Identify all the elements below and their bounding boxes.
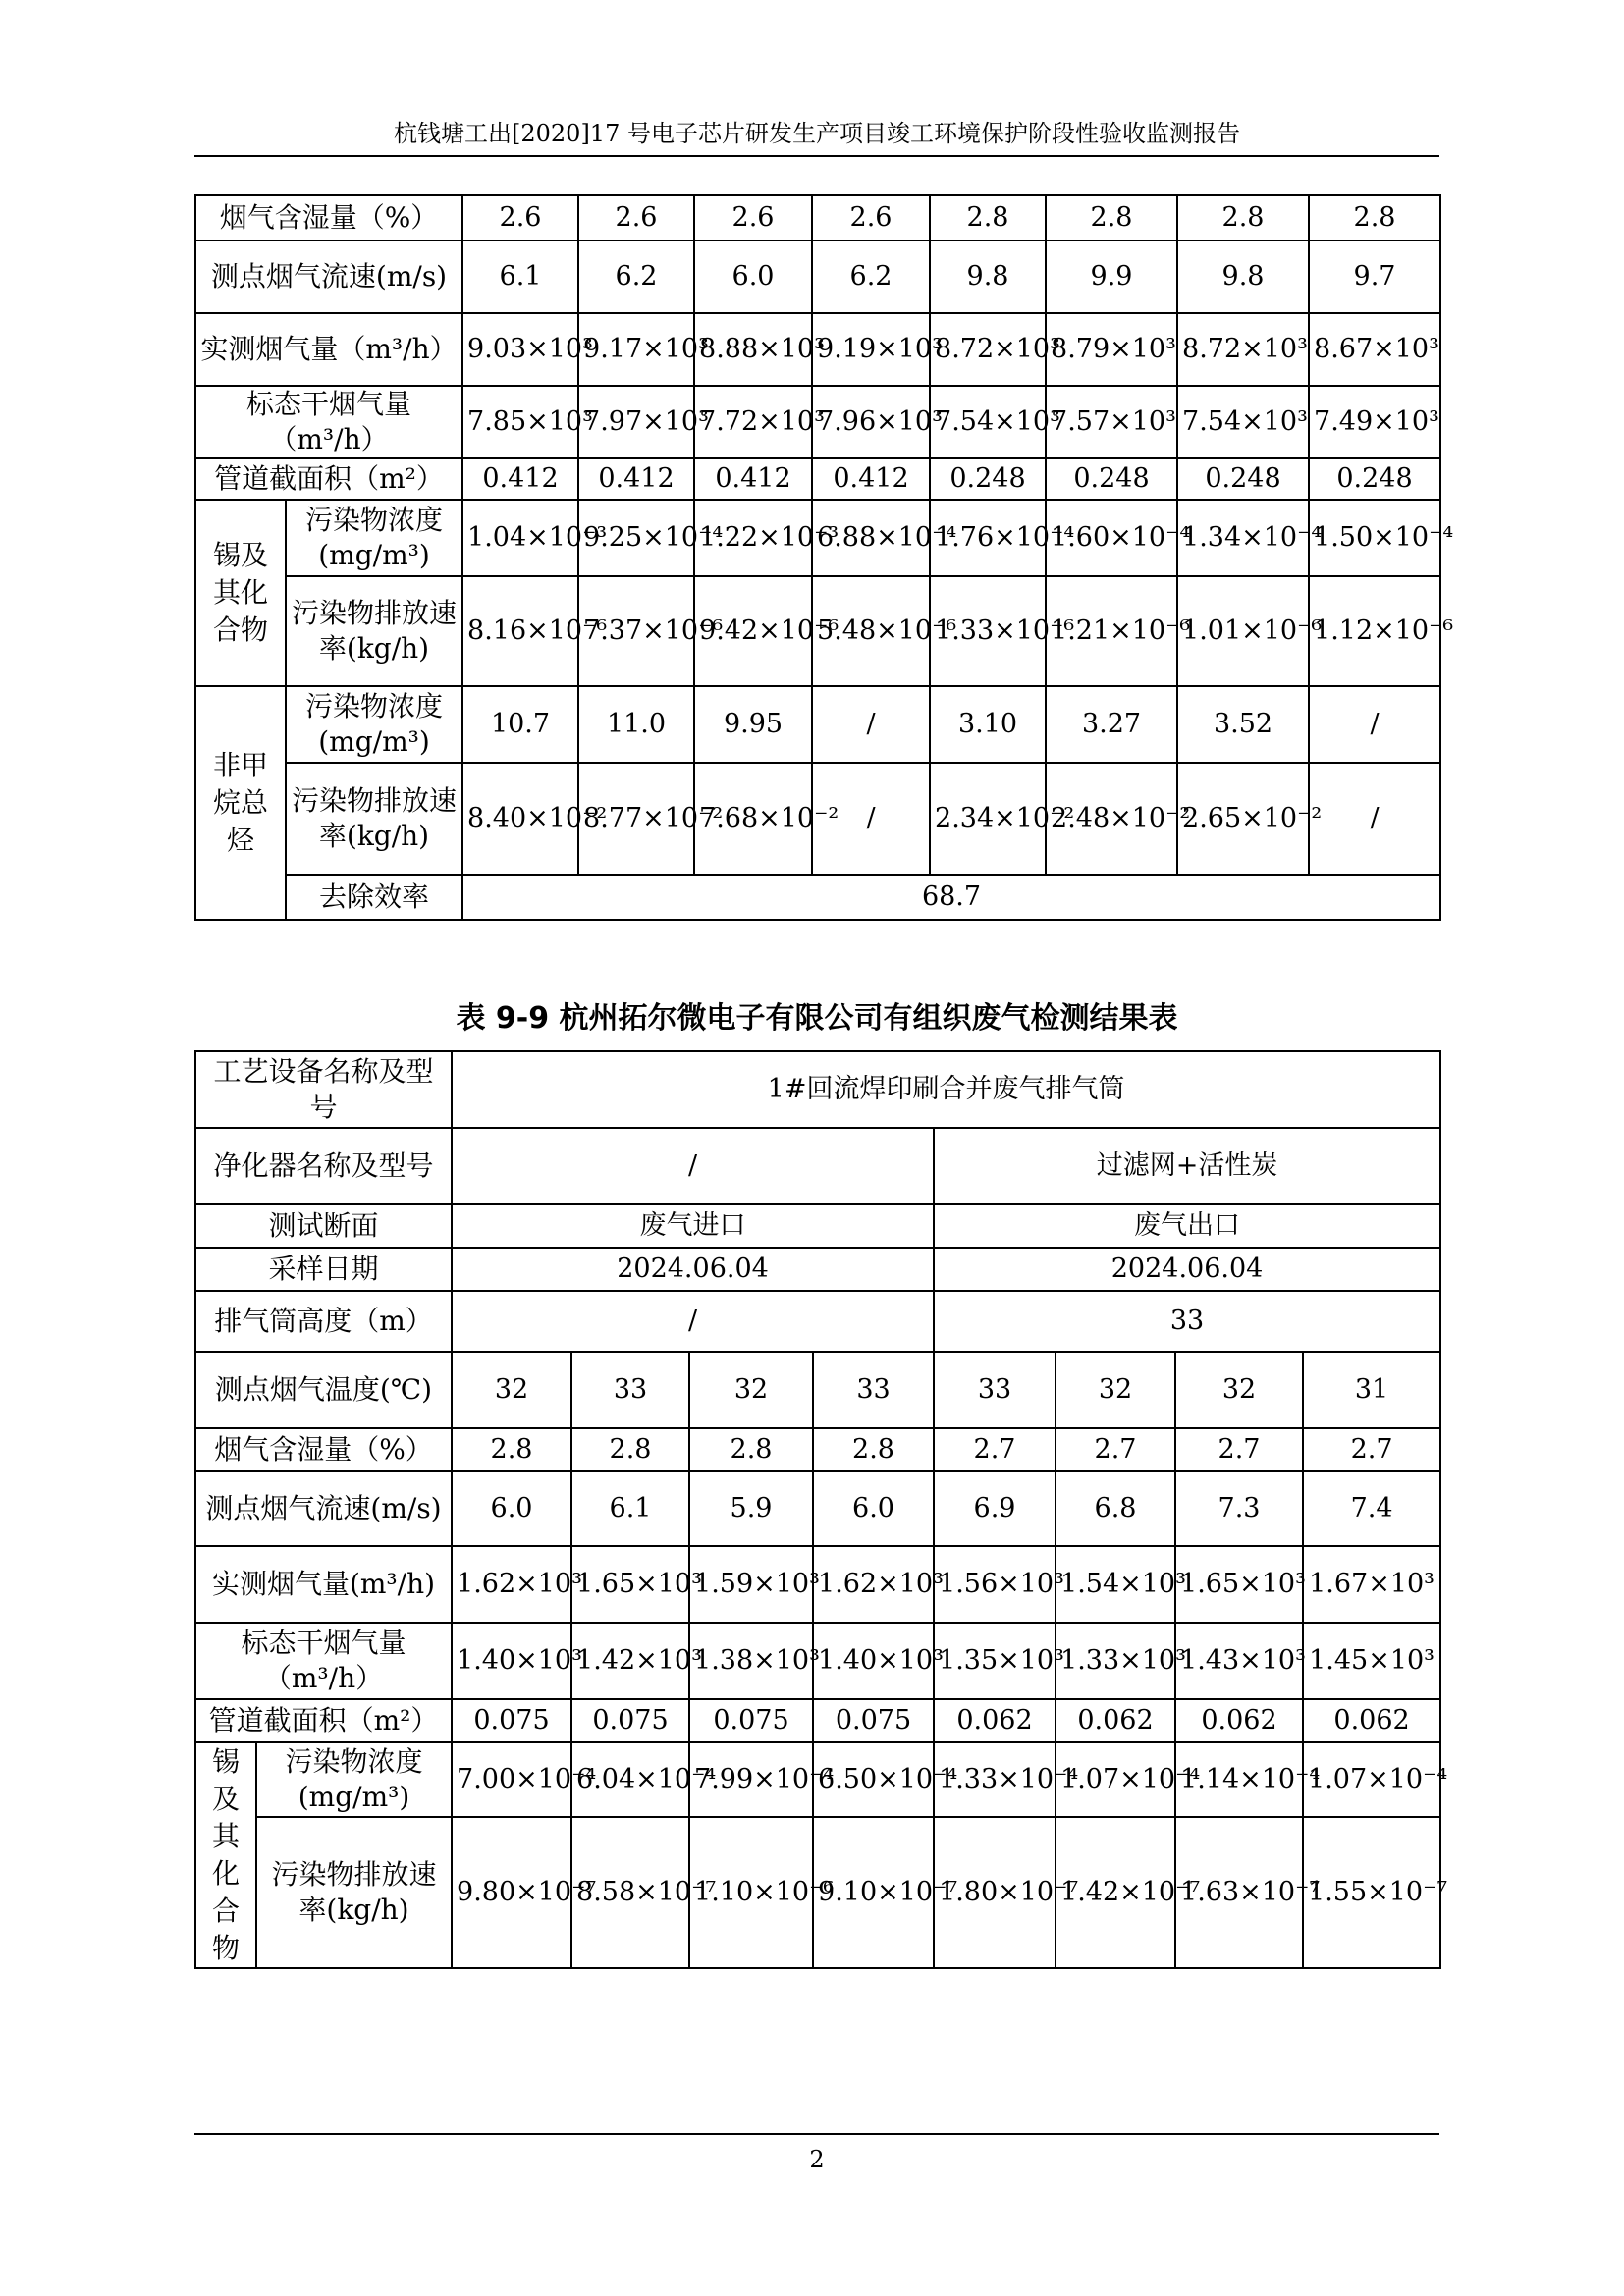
value-cell: 6.1 [571,1471,689,1546]
value-cell: 2.6 [578,195,694,240]
row-label: 测点烟气温度(℃) [195,1352,452,1428]
inlet-value: / [452,1128,934,1204]
table-caption: 表 9-9 杭州拓尔微电子有限公司有组织废气检测结果表 [456,1001,1178,1036]
value-cell: 9.95 [694,686,812,763]
value-cell: 8.16×10⁻⁶ [462,576,578,686]
group-label-tin: 锡及其化合物 [195,1742,256,1968]
value-cell: 5.48×10⁻⁶ [812,576,930,686]
value-cell: 2.8 [1046,195,1177,240]
row-label: 污染物浓度(mg/m³) [256,1742,452,1817]
value-cell: 1.40×10³ [452,1623,571,1699]
value-cell: / [1309,763,1440,875]
value-cell: 9.9 [1046,240,1177,313]
value-cell: 7.49×10³ [1309,386,1440,458]
value-cell: 0.248 [1309,458,1440,500]
value-cell: 7.4 [1303,1471,1440,1546]
row-label: 管道截面积（m²） [195,458,462,500]
value-cell: 1.33×10³ [1056,1623,1175,1699]
value-cell: 1.07×10⁻⁴ [1056,1742,1175,1817]
value-cell: 1.60×10⁻⁴ [1046,500,1177,576]
table-row [195,763,1440,875]
value-cell: 0.062 [1175,1699,1303,1742]
table-row [195,1742,1440,1817]
value-cell: 11.0 [578,686,694,763]
value-cell: 1.07×10⁻⁴ [1303,1742,1440,1817]
table-row [195,1817,1440,1968]
table-row [195,313,1440,386]
value-cell: 2.7 [1303,1428,1440,1471]
table-9-9 [194,1050,1448,1969]
value-cell: 2.48×10⁻² [1046,763,1177,875]
value-cell: 0.075 [571,1699,689,1742]
value-cell: 3.52 [1177,686,1309,763]
value-cell: 7.54×10³ [930,386,1046,458]
inlet-value: 2024.06.04 [452,1248,934,1291]
outlet-value: 过滤网+活性炭 [934,1128,1440,1204]
table-row [195,386,1440,458]
value-cell: 1.04×10⁻³ [462,500,578,576]
value-cell: 1.33×10⁻⁴ [934,1742,1056,1817]
value-cell: 0.075 [452,1699,571,1742]
table-row [195,195,1440,240]
row-label: 污染物浓度(mg/m³) [286,686,462,763]
value-cell: 8.88×10³ [694,313,812,386]
value-cell: 2.7 [934,1428,1056,1471]
row-label: 排气筒高度（m） [195,1291,452,1352]
value-cell: 32 [1175,1352,1303,1428]
value-cell: 2.8 [930,195,1046,240]
value-cell: 1.34×10⁻⁴ [1177,500,1309,576]
value-cell: 1.62×10³ [452,1546,571,1623]
value-cell: 9.8 [930,240,1046,313]
value-cell: 6.0 [813,1471,934,1546]
value-cell: 1.56×10³ [934,1546,1056,1623]
value-cell: 1.50×10⁻⁴ [1309,500,1440,576]
value-cell: 2.8 [452,1428,571,1471]
value-cell: 6.0 [694,240,812,313]
value-cell: 0.062 [1056,1699,1175,1742]
table-9-8-continued [194,194,1454,921]
value-cell: 8.79×10³ [1046,313,1177,386]
value-cell: 1.12×10⁻⁶ [1309,576,1440,686]
value-cell: 33 [813,1352,934,1428]
value-cell: 6.8 [1056,1471,1175,1546]
value-cell: 0.412 [462,458,578,500]
table-row [195,576,1440,686]
footer-divider [194,2133,1439,2135]
value-cell: 9.19×10³ [812,313,930,386]
value-cell: 8.58×10⁻⁷ [571,1817,689,1968]
value-cell: 7.57×10³ [1046,386,1177,458]
value-cell: 7.85×10³ [462,386,578,458]
row-label: 烟气含湿量（%） [195,1428,452,1471]
value-cell: 2.6 [462,195,578,240]
row-label: 测点烟气流速(m/s) [195,1471,452,1546]
value-cell: 2.8 [1177,195,1309,240]
value-cell: 2.7 [1056,1428,1175,1471]
value-cell: / [812,763,930,875]
value-cell: 1.33×10⁻⁶ [930,576,1046,686]
value-cell: 5.9 [689,1471,813,1546]
value-cell: 0.412 [578,458,694,500]
row-label: 标态干烟气量（m³/h） [195,386,462,458]
value-cell: 7.99×10⁻⁴ [689,1742,813,1817]
value-cell: 6.1 [462,240,578,313]
outlet-value: 废气出口 [934,1204,1440,1248]
value-cell: 9.42×10⁻⁶ [694,576,812,686]
value-cell: 9.80×10⁻⁷ [452,1817,571,1968]
value-cell: 0.412 [812,458,930,500]
table-row [195,1291,1440,1352]
table-row [195,1471,1440,1546]
row-label: 工艺设备名称及型号 [195,1051,452,1128]
table-row [195,500,1440,576]
value-cell: 1.14×10⁻⁴ [1175,1742,1303,1817]
inlet-value: / [452,1291,934,1352]
row-label: 管道截面积（m²） [195,1699,452,1742]
row-label: 去除效率 [286,875,462,920]
value-cell: 6.2 [812,240,930,313]
table2-body [195,1051,1448,1968]
value-cell: 9.25×10⁻⁴ [578,500,694,576]
table-row [195,1051,1440,1128]
value-cell: 0.248 [1046,458,1177,500]
row-label: 烟气含湿量（%） [195,195,462,240]
value-cell: 0.062 [1303,1699,1440,1742]
row-label: 污染物浓度(mg/m³) [286,500,462,576]
value-cell: 6.0 [452,1471,571,1546]
value-cell: 7.96×10³ [812,386,930,458]
value-cell: 1.42×10³ [571,1623,689,1699]
value-cell: 9.03×10³ [462,313,578,386]
value-cell: 9.8 [1177,240,1309,313]
value-cell: 1.38×10³ [689,1623,813,1699]
value-cell: 7.54×10³ [1177,386,1309,458]
group-label-nmhc: 非甲烷总烃 [195,686,286,920]
row-label: 测点烟气流速(m/s) [195,240,462,313]
value-cell: 8.67×10³ [1309,313,1440,386]
table-row [195,1128,1440,1204]
value-cell: 2.6 [694,195,812,240]
table-row [195,1204,1440,1248]
table-row [195,240,1440,313]
value-cell: 32 [452,1352,571,1428]
table1-body [195,195,1454,920]
value-cell: 6.9 [934,1471,1056,1546]
value-cell: / [812,686,930,763]
value-cell: 0.075 [813,1699,934,1742]
value-cell: 6.50×10⁻⁴ [813,1742,934,1817]
value-cell: 0.075 [689,1699,813,1742]
row-label: 实测烟气量(m³/h) [195,1546,452,1623]
removal-efficiency-value: 68.7 [462,875,1440,920]
outlet-value: 2024.06.04 [934,1248,1440,1291]
value-cell: 7.37×10⁻⁶ [578,576,694,686]
value-cell: 33 [934,1352,1056,1428]
value-cell: 1.59×10³ [689,1546,813,1623]
value-cell: 0.248 [1177,458,1309,500]
table-row [195,1699,1440,1742]
value-cell: 1.10×10⁻⁶ [689,1817,813,1968]
value-cell: 0.062 [934,1699,1056,1742]
value-cell: 1.67×10³ [1303,1546,1440,1623]
value-cell: 6.88×10⁻⁴ [812,500,930,576]
value-cell: 7.3 [1175,1471,1303,1546]
value-cell: 1.80×10⁻⁷ [934,1817,1056,1968]
table-row [195,875,1440,920]
table-row [195,1352,1440,1428]
value-cell: 1.65×10³ [1175,1546,1303,1623]
inlet-value: 废气进口 [452,1204,934,1248]
value-cell: 0.412 [694,458,812,500]
value-cell: 1.45×10³ [1303,1623,1440,1699]
row-label: 采样日期 [195,1248,452,1291]
header-divider [194,155,1439,157]
value-cell: 0.248 [930,458,1046,500]
table-row [195,458,1440,500]
value-cell: 1.55×10⁻⁷ [1303,1817,1440,1968]
row-label: 污染物排放速率(kg/h) [286,763,462,875]
value-cell: 2.65×10⁻² [1177,763,1309,875]
value-cell: 1.42×10⁻⁷ [1056,1817,1175,1968]
value-cell: 2.8 [1309,195,1440,240]
page-number: 2 [809,2146,825,2173]
table-row [195,1623,1440,1699]
value-cell: 3.10 [930,686,1046,763]
row-label: 标态干烟气量（m³/h） [195,1623,452,1699]
value-cell: 1.54×10³ [1056,1546,1175,1623]
row-label: 净化器名称及型号 [195,1128,452,1204]
value-cell: 1.40×10³ [813,1623,934,1699]
value-cell: 1.01×10⁻⁶ [1177,576,1309,686]
row-label: 污染物排放速率(kg/h) [256,1817,452,1968]
value-cell: 8.72×10³ [930,313,1046,386]
table-row [195,1428,1440,1471]
value-cell: 9.10×10⁻⁷ [813,1817,934,1968]
value-cell: 1.76×10⁻⁴ [930,500,1046,576]
value-cell: 8.72×10³ [1177,313,1309,386]
table-row [195,686,1440,763]
value-cell: 1.35×10³ [934,1623,1056,1699]
value-cell: 10.7 [462,686,578,763]
value-cell: 1.65×10³ [571,1546,689,1623]
value-cell: 6.2 [578,240,694,313]
value-cell: 2.6 [812,195,930,240]
value-cell: 33 [571,1352,689,1428]
merged-value: 1#回流焊印刷合并废气排气筒 [452,1051,1440,1128]
value-cell: 8.77×10⁻² [578,763,694,875]
value-cell: 1.43×10³ [1175,1623,1303,1699]
value-cell: 7.68×10⁻² [694,763,812,875]
value-cell: 9.17×10³ [578,313,694,386]
row-label: 实测烟气量（m³/h） [195,313,462,386]
value-cell: 7.00×10⁻⁴ [452,1742,571,1817]
value-cell: 6.04×10⁻⁴ [571,1742,689,1817]
value-cell: 2.8 [689,1428,813,1471]
value-cell: 2.8 [813,1428,934,1471]
value-cell: 1.21×10⁻⁶ [1046,576,1177,686]
table-row [195,1546,1440,1623]
value-cell: 2.8 [571,1428,689,1471]
row-label: 测试断面 [195,1204,452,1248]
value-cell: 7.72×10³ [694,386,812,458]
value-cell: 3.27 [1046,686,1177,763]
value-cell: 2.7 [1175,1428,1303,1471]
report-header-title: 杭钱塘工出[2020]17 号电子芯片研发生产项目竣工环境保护阶段性验收监测报告 [394,120,1240,147]
row-label: 污染物排放速率(kg/h) [286,576,462,686]
outlet-value: 33 [934,1291,1440,1352]
value-cell: 1.63×10⁻⁷ [1175,1817,1303,1968]
group-label-tin: 锡及其化合物 [195,500,286,686]
table-row [195,1248,1440,1291]
value-cell: 1.62×10³ [813,1546,934,1623]
value-cell: 7.97×10³ [578,386,694,458]
value-cell: / [1309,686,1440,763]
value-cell: 2.34×10⁻² [930,763,1046,875]
value-cell: 9.7 [1309,240,1440,313]
value-cell: 31 [1303,1352,1440,1428]
value-cell: 8.40×10⁻² [462,763,578,875]
value-cell: 1.22×10⁻³ [694,500,812,576]
value-cell: 32 [689,1352,813,1428]
value-cell: 32 [1056,1352,1175,1428]
